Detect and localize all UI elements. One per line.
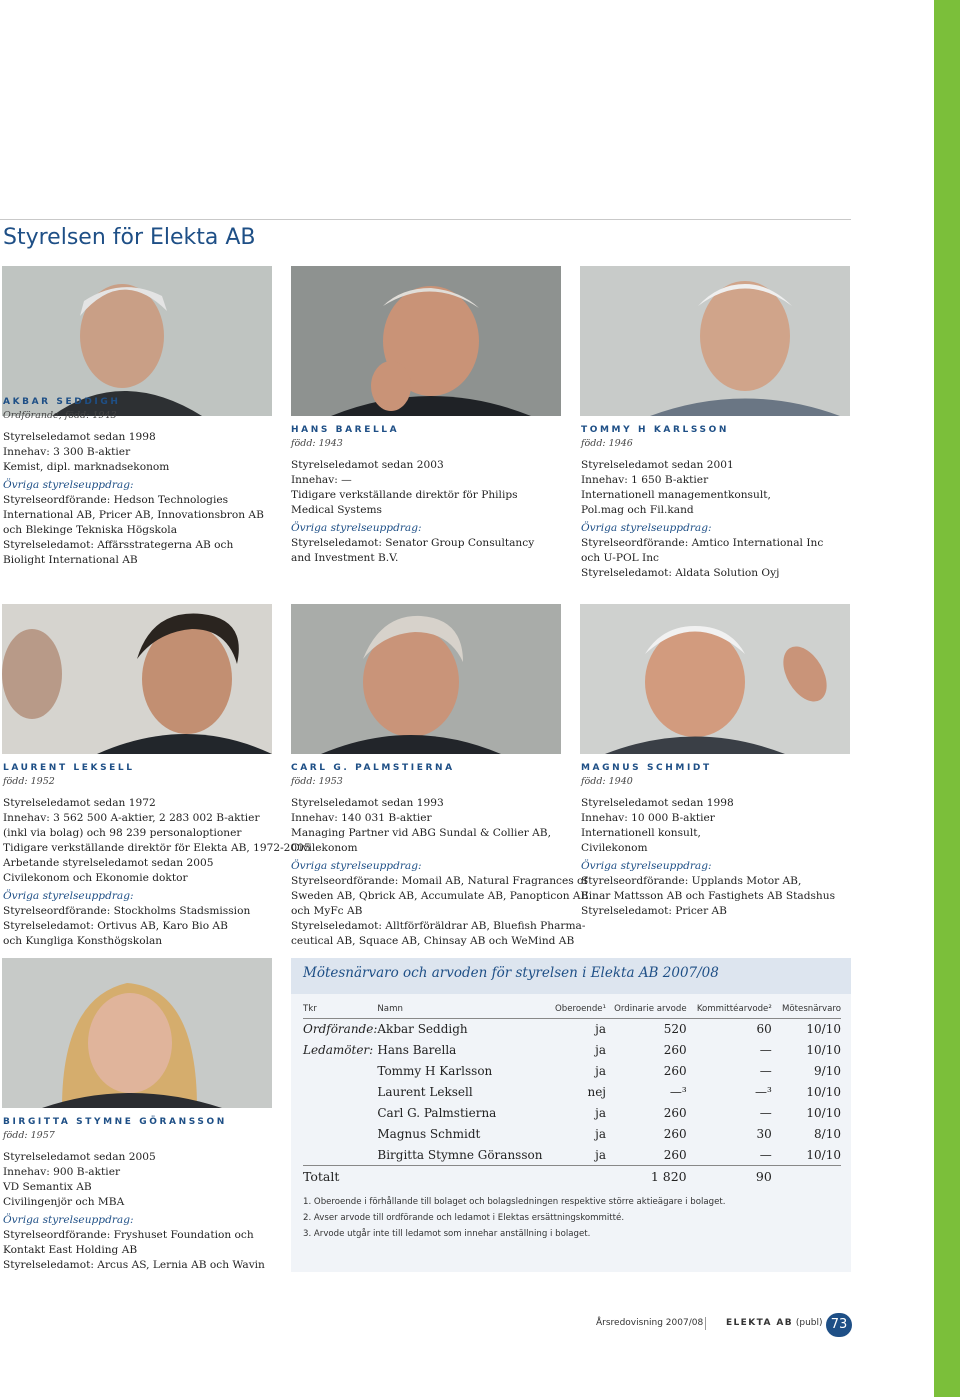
table-row <box>303 1145 841 1166</box>
bio-line: Styrelseledamot: Senator Group Consultancy <box>291 537 535 549</box>
bio-birgitta-stymne-goransson <box>3 1116 288 1273</box>
portrait-tommy-h-karlsson <box>580 266 850 416</box>
cell-name: Akbar Seddigh <box>377 1022 468 1037</box>
table-total-row <box>303 1166 841 1188</box>
bio-line: Styrelseledamot sedan 1993 <box>291 797 444 809</box>
member-name: HANS BARELLA <box>291 425 400 435</box>
member-born: född: 1940 <box>581 776 633 787</box>
cell-independent: ja <box>595 1043 607 1057</box>
bio-line: Innehav: 3 300 B-aktier <box>3 446 131 458</box>
cell-total-fee: 1 820 <box>606 1166 687 1188</box>
fees-panel-header <box>291 958 851 994</box>
cell-fee: 260 <box>663 1106 687 1120</box>
table-row <box>303 1040 841 1061</box>
footer-report-name: Årsredovisning 2007/08 <box>596 1318 704 1328</box>
bio-line: Civilingenjör och MBA <box>3 1196 125 1208</box>
cell-total-label: Totalt <box>303 1166 377 1188</box>
cell-attendance: 8/10 <box>814 1127 841 1141</box>
bio-line: Styrelseledamot: Affärsstrategerna AB och <box>3 539 234 551</box>
cell-total-committee: 90 <box>687 1166 772 1188</box>
bio-carl-g-palmstierna <box>291 762 589 949</box>
cell-role <box>303 1124 377 1145</box>
bio-heading: Övriga styrelseuppdrag: <box>3 890 134 902</box>
column-header: Oberoende¹ <box>542 1002 606 1019</box>
bio-line: Innehav: 10 000 B-aktier <box>581 812 715 824</box>
member-name: BIRGITTA STYMNE GÖRANSSON <box>3 1117 227 1127</box>
bio-hans-barella <box>291 424 566 566</box>
bio-line: Styrelseordförande: Hedson Technologies <box>3 494 229 506</box>
table-row <box>303 1019 841 1040</box>
bio-line: Arbetande styrelseledamot sedan 2005 <box>3 857 214 869</box>
cell-role <box>303 1145 377 1166</box>
footer-company-suffix: (publ) <box>792 1318 823 1328</box>
bio-line: Managing Partner vid ABG Sundal & Collier AB, <box>291 827 551 839</box>
member-name: CARL G. PALMSTIERNA <box>291 763 455 773</box>
cell-committee: 60 <box>756 1022 772 1037</box>
bio-line: Styrelseledamot sedan 2001 <box>581 459 734 471</box>
footer-separator <box>705 1317 706 1330</box>
column-header: Mötesnärvaro <box>772 1002 841 1019</box>
cell-attendance: 10/10 <box>806 1022 841 1037</box>
cell-name: Laurent Leksell <box>377 1085 473 1099</box>
cell-fee: 260 <box>663 1043 687 1057</box>
cell-role: Ordförande: <box>303 1022 378 1037</box>
cell-committee: — <box>759 1043 772 1057</box>
fees-panel-title: Mötesnärvaro och arvoden för styrelsen i Elekta AB 2007/08 <box>303 965 719 981</box>
bio-line: Kontakt East Holding AB <box>3 1244 138 1256</box>
cell-committee: — <box>759 1064 772 1078</box>
member-born: född: 1946 <box>581 438 633 449</box>
cell-committee: —³ <box>754 1085 772 1099</box>
bio-line: Styrelseledamot sedan 1998 <box>581 797 734 809</box>
bio-line: International AB, Pricer AB, Innovationsbron AB <box>3 509 264 521</box>
footer-company-name: ELEKTA AB <box>726 1318 793 1328</box>
cell-fee: 260 <box>663 1147 687 1162</box>
cell-role: Ledamöter: <box>303 1043 374 1057</box>
cell-independent: ja <box>595 1147 607 1162</box>
bio-laurent-leksell <box>3 762 311 949</box>
member-name: AKBAR SEDDIGH <box>3 397 121 407</box>
bio-line: Pol.mag och Fil.kand <box>581 504 694 516</box>
bio-line: Medical Systems <box>291 504 382 516</box>
column-header: Namn <box>377 1002 542 1019</box>
portrait-akbar-seddigh <box>2 266 272 416</box>
portrait-hans-barella <box>291 266 561 416</box>
bio-line: och U-POL Inc <box>581 552 659 564</box>
bio-magnus-schmidt <box>581 762 856 919</box>
member-name: TOMMY H KARLSSON <box>581 425 729 435</box>
column-header: Kommittéarvode² <box>687 1002 772 1019</box>
table-row <box>303 1124 841 1145</box>
portrait-birgitta-stymne-goransson <box>2 958 272 1108</box>
bio-line: Innehav: — <box>291 474 352 486</box>
bio-line: Styrelseordförande: Momail AB, Natural Fragrances of <box>291 875 588 887</box>
bio-heading: Övriga styrelseuppdrag: <box>581 522 712 534</box>
bio-line: Styrelseledamot: Pricer AB <box>581 905 727 917</box>
bio-heading: Övriga styrelseuppdrag: <box>291 860 422 872</box>
bio-line: Innehav: 1 650 B-aktier <box>581 474 709 486</box>
bio-line: Styrelseledamot sedan 1998 <box>3 431 156 443</box>
column-header: Ordinarie arvode <box>606 1002 687 1019</box>
bio-line: Kemist, dipl. marknadsekonom <box>3 461 170 473</box>
fees-table <box>303 1002 841 1187</box>
bio-heading: Övriga styrelseuppdrag: <box>291 522 422 534</box>
bio-line: Innehav: 3 562 500 A-aktier, 2 283 002 B-aktier <box>3 812 260 824</box>
bio-line: Tidigare verkställande direktör för Elekta AB, 1972-2005 <box>3 842 311 854</box>
bio-line: Styrelseledamot sedan 2005 <box>3 1151 156 1163</box>
cell-committee: — <box>759 1106 772 1120</box>
portrait-magnus-schmidt <box>580 604 850 754</box>
cell-independent: ja <box>595 1022 607 1037</box>
cell-name: Tommy H Karlsson <box>377 1064 493 1078</box>
bio-tommy-h-karlsson <box>581 424 856 581</box>
cell-committee: 30 <box>756 1127 772 1141</box>
cell-fee: 260 <box>663 1064 687 1078</box>
fees-panel <box>291 958 851 1272</box>
bio-heading: Övriga styrelseuppdrag: <box>3 1214 134 1226</box>
table-row <box>303 1061 841 1082</box>
bio-akbar-seddigh <box>3 396 278 568</box>
member-name: MAGNUS SCHMIDT <box>581 763 712 773</box>
table-row <box>303 1103 841 1124</box>
cell-independent: ja <box>595 1127 607 1141</box>
page-number-badge: 73 <box>826 1313 852 1337</box>
table-row <box>303 1082 841 1103</box>
cell-attendance: 10/10 <box>806 1043 841 1057</box>
bio-line: ceutical AB, Squace AB, Chinsay AB och WeMind AB <box>291 935 575 947</box>
bio-line: Einar Mattsson AB och Fastighets AB Stadshus <box>581 890 836 902</box>
footnotes <box>303 1194 843 1242</box>
table-header-row <box>303 1002 841 1019</box>
cell-attendance: 10/10 <box>806 1085 841 1099</box>
bio-line: Civilekonom och Ekonomie doktor <box>3 872 188 884</box>
bio-line: Styrelseordförande: Fryshuset Foundation och <box>3 1229 254 1241</box>
bio-line: Styrelseledamot: Aldata Solution Oyj <box>581 567 780 579</box>
cell-independent: ja <box>595 1106 607 1120</box>
bio-heading: Övriga styrelseuppdrag: <box>3 479 134 491</box>
cell-committee: — <box>759 1147 772 1162</box>
bio-line: Styrelseordförande: Upplands Motor AB, <box>581 875 802 887</box>
column-header: Tkr <box>303 1002 377 1019</box>
footnote: 1. Oberoende i förhållande till bolaget och bolagsledningen respektive större aktieägare i bolaget. <box>303 1197 726 1207</box>
cell-role <box>303 1103 377 1124</box>
cell-independent: nej <box>587 1085 607 1099</box>
footer-company <box>726 1318 823 1328</box>
bio-line: Styrelseledamot sedan 1972 <box>3 797 156 809</box>
cell-name: Hans Barella <box>377 1043 457 1057</box>
footnote: 2. Avser arvode till ordförande och ledamot i Elektas ersättningskommitté. <box>303 1213 625 1223</box>
bio-line: Biolight International AB <box>3 554 138 566</box>
member-born: född: 1943 <box>291 438 343 449</box>
bio-line: (inkl via bolag) och 98 239 personaloptioner <box>3 827 242 839</box>
bio-line: Styrelseordförande: Amtico International Inc <box>581 537 824 549</box>
footnote: 3. Arvode utgår inte till ledamot som innehar anställning i bolaget. <box>303 1229 591 1239</box>
cell-role <box>303 1061 377 1082</box>
cell-fee: 520 <box>663 1022 687 1037</box>
bio-line: Styrelseledamot: Arcus AS, Lernia AB och Wavin <box>3 1259 265 1271</box>
bio-line: VD Semantix AB <box>3 1181 92 1193</box>
portrait-carl-g-palmstierna <box>291 604 561 754</box>
bio-heading: Övriga styrelseuppdrag: <box>581 860 712 872</box>
cell-attendance: 10/10 <box>806 1147 841 1162</box>
bio-line: Internationell konsult, <box>581 827 701 839</box>
member-born: född: 1957 <box>3 1130 55 1141</box>
cell-attendance: 10/10 <box>806 1106 841 1120</box>
cell-name: Carl G. Palmstierna <box>377 1106 497 1120</box>
page-title: Styrelsen för Elekta AB <box>3 225 256 250</box>
bio-line: Styrelseordförande: Stockholms Stadsmission <box>3 905 251 917</box>
cell-independent: ja <box>595 1064 607 1078</box>
member-name: LAURENT LEKSELL <box>3 763 135 773</box>
bio-line: Styrelseledamot sedan 2003 <box>291 459 444 471</box>
cell-fee: 260 <box>663 1127 687 1141</box>
member-born: Ordförande, född: 1943 <box>3 410 117 421</box>
bio-line: Civilekonom <box>581 842 648 854</box>
green-edge-bar <box>934 0 960 1397</box>
cell-name: Birgitta Stymne Göransson <box>377 1147 543 1162</box>
bio-line: och Kungliga Konsthögskolan <box>3 935 163 947</box>
portrait-laurent-leksell <box>2 604 272 754</box>
bio-line: och Blekinge Tekniska Högskola <box>3 524 178 536</box>
fees-panel-body <box>291 994 851 1272</box>
bio-line: Styrelseledamot: Alltförföräldrar AB, Bluefish Pharma- <box>291 920 586 932</box>
member-born: född: 1952 <box>3 776 55 787</box>
bio-line: Innehav: 900 B-aktier <box>3 1166 121 1178</box>
cell-name: Magnus Schmidt <box>377 1127 481 1141</box>
bio-line: Innehav: 140 031 B-aktier <box>291 812 432 824</box>
bio-line: Tidigare verkställande direktör för Philips <box>291 489 518 501</box>
bio-line: Styrelseledamot: Ortivus AB, Karo Bio AB <box>3 920 228 932</box>
bio-line: och MyFc AB <box>291 905 363 917</box>
cell-role <box>303 1082 377 1103</box>
bio-line: Civilekonom <box>291 842 358 854</box>
cell-fee: —³ <box>669 1085 687 1099</box>
top-rule <box>0 219 851 220</box>
cell-attendance: 9/10 <box>814 1064 841 1078</box>
bio-line: and Investment B.V. <box>291 552 399 564</box>
bio-line: Internationell managementkonsult, <box>581 489 771 501</box>
bio-line: Sweden AB, Qbrick AB, Accumulate AB, Panopticon AB <box>291 890 589 902</box>
member-born: född: 1953 <box>291 776 343 787</box>
